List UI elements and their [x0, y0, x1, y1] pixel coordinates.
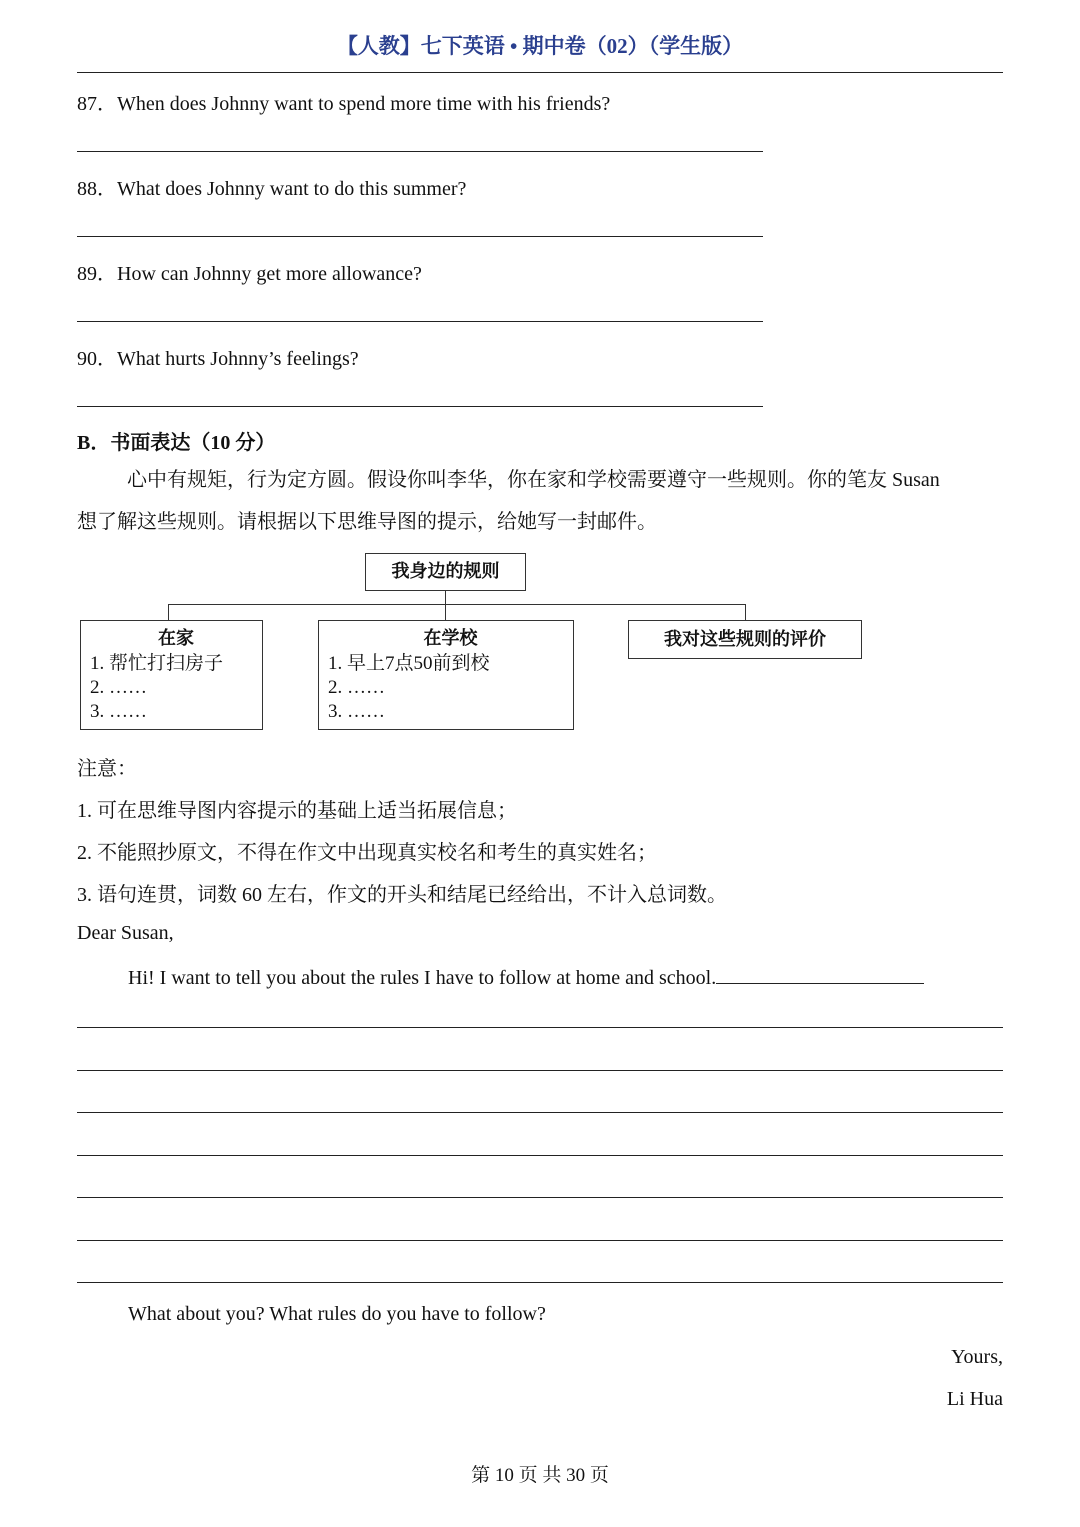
mindmap-school-item: 3. ……	[328, 701, 385, 722]
question-number: 90．	[77, 348, 117, 370]
answer-line-87[interactable]	[77, 151, 763, 152]
mindmap-connector	[445, 591, 446, 605]
question-87	[77, 87, 610, 116]
letter-opening: Hi! I want to tell you about the rules I have to follow at home and school.	[128, 967, 717, 989]
mindmap-root: 我身边的规则	[365, 553, 526, 591]
mindmap-school-item: 2. ……	[328, 677, 385, 698]
question-number: 88．	[77, 178, 117, 200]
note-item: 1. 可在思维导图内容提示的基础上适当拓展信息；	[77, 800, 517, 822]
page-footer: 第 10 页 共 30 页	[471, 1465, 609, 1486]
mindmap-connector	[168, 604, 746, 605]
answer-line-90[interactable]	[77, 406, 763, 407]
section-b-heading: B．书面表达（10 分）	[77, 432, 276, 454]
mindmap-opinion-box: 我对这些规则的评价	[628, 620, 862, 659]
answer-line-88[interactable]	[77, 236, 763, 237]
mindmap-connector	[445, 604, 446, 621]
question-text: How can Johnny get more allowance?	[117, 263, 422, 285]
mindmap-connector	[745, 604, 746, 621]
writing-line[interactable]	[77, 1282, 1003, 1283]
letter-greeting: Dear Susan,	[77, 922, 174, 944]
letter-signoff: Yours,	[951, 1346, 1003, 1368]
section-b-intro	[77, 459, 1003, 543]
header-divider	[77, 72, 1003, 73]
mindmap-school-box	[318, 620, 574, 730]
question-number: 87．	[77, 93, 117, 115]
letter-opening-row	[128, 964, 924, 990]
writing-line[interactable]	[77, 1197, 1003, 1198]
mindmap-home-item: 1. 帮忙打扫房子	[90, 653, 224, 674]
mindmap-school-title: 在学校	[423, 628, 478, 649]
writing-line[interactable]	[77, 1027, 1003, 1028]
question-88	[77, 172, 466, 201]
mindmap-home-item: 2. ……	[90, 677, 147, 698]
intro-line-2: 想了解这些规则。请根据以下思维导图的提示，给她写一封邮件。	[77, 511, 657, 533]
writing-line[interactable]	[77, 1112, 1003, 1113]
mindmap-connector	[168, 604, 169, 621]
question-89	[77, 257, 422, 286]
mindmap-home-box	[80, 620, 263, 730]
page-header-title: 【人教】七下英语 • 期中卷（02）（学生版）	[336, 34, 744, 58]
writing-line[interactable]	[77, 1240, 1003, 1241]
mindmap-school-item: 1. 早上7点50前到校	[328, 653, 490, 674]
mindmap-home-title: 在家	[158, 628, 194, 649]
question-number: 89．	[77, 263, 117, 285]
writing-blank[interactable]	[716, 964, 924, 984]
writing-line[interactable]	[77, 1070, 1003, 1071]
question-text: What hurts Johnny’s feelings?	[117, 348, 359, 370]
writing-line[interactable]	[77, 1155, 1003, 1156]
question-text: What does Johnny want to do this summer?	[117, 178, 467, 200]
answer-line-89[interactable]	[77, 321, 763, 322]
notes-label: 注意：	[77, 758, 137, 780]
letter-signature: Li Hua	[946, 1388, 1003, 1410]
letter-closing-question: What about you? What rules do you have to follow?	[128, 1303, 546, 1325]
note-item: 3. 语句连贯，词数 60 左右，作文的开头和结尾已经给出，不计入总词数。	[77, 884, 727, 906]
question-text: When does Johnny want to spend more time with his friends?	[117, 93, 611, 115]
mindmap-home-item: 3. ……	[90, 701, 147, 722]
intro-line-1: 心中有规矩，行为定方圆。假设你叫李华，你在家和学校需要遵守一些规则。你的笔友 Susan	[127, 469, 940, 491]
note-item: 2. 不能照抄原文，不得在作文中出现真实校名和考生的真实姓名；	[77, 842, 657, 864]
question-90	[77, 342, 359, 371]
